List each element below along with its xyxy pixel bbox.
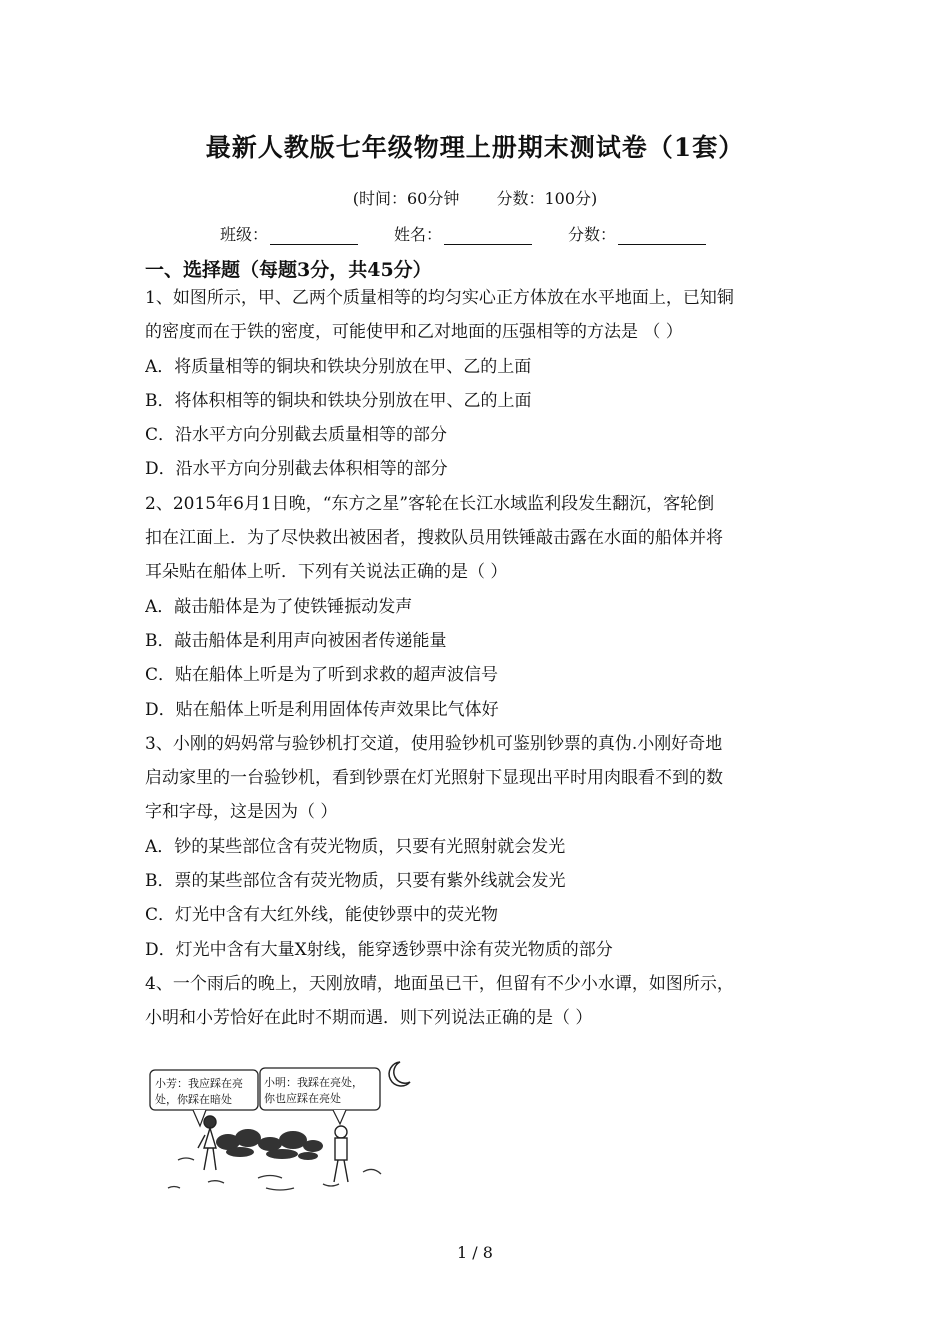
student-info: [220, 222, 706, 245]
score-blank: [618, 226, 706, 245]
text-line: B．票的某些部位含有荧光物质，只要有紫外线就会发光: [145, 871, 566, 892]
text-line: 1、如图所示，甲、乙两个质量相等的均匀实心正方体放在水平地面上，已知铜: [145, 288, 734, 308]
name-field: [394, 222, 532, 245]
text-line: C．灯光中含有大红外线，能使钞票中的荧光物: [145, 905, 499, 926]
text-line: D．灯光中含有大量X射线，能穿透钞票中涂有荧光物质的部分: [145, 939, 613, 960]
right-bubble-tail: [333, 1110, 346, 1124]
page-title: 最新人教版七年级物理上册期末测试卷（1套）: [205, 133, 745, 162]
name-label: 姓名：: [394, 225, 443, 244]
puddle-illustration: [148, 1060, 418, 1200]
text-line: A．敲击船体是为了使铁锤振动发声: [145, 596, 413, 617]
right-bubble-line-2: 你也应踩在亮处: [264, 1092, 341, 1105]
score-field: [568, 222, 706, 245]
text-line: C．沿水平方向分别截去质量相等的部分: [145, 425, 448, 446]
left-bubble-line-1: 小芳：我应踩在亮: [155, 1077, 243, 1090]
text-line: 2、2015年6月1日晚，“东方之星”客轮在长江水域监利段发生翻沉，客轮倒: [145, 493, 715, 514]
text-line: C．贴在船体上听是为了听到求救的超声波信号: [145, 665, 499, 686]
text-line: 启动家里的一台验钞机，看到钞票在灯光照射下显现出平时用肉眼看不到的数: [145, 768, 723, 789]
section-title: 一、选择题（每题3分，共45分）: [145, 259, 432, 281]
class-label: 班级：: [220, 225, 269, 244]
exam-total-score: 分数：100分): [496, 189, 598, 208]
exam-meta: [0, 186, 950, 209]
text-line: A．钞的某些部位含有荧光物质，只要有光照射就会发光: [145, 836, 566, 857]
left-bubble-line-2: 处，你踩在暗处: [155, 1093, 232, 1106]
puddles: [168, 1158, 381, 1190]
text-line: 4、一个雨后的晚上，天刚放晴，地面虽已干，但留有不少小水谭，如图所示，: [145, 973, 734, 994]
text-line: 扣在江面上．为了尽快救出被困者，搜救队员用铁锤敲击露在水面的船体并将: [145, 528, 723, 549]
score-label: 分数：: [568, 225, 617, 244]
text-line: 的密度而在于铁的密度，可能使甲和乙对地面的压强相等的方法是 （ ）: [145, 322, 683, 343]
bushes: [216, 1129, 323, 1160]
text-line: 3、小刚的妈妈常与验钞机打交道，使用验钞机可鉴别钞票的真伪.小刚好奇地: [145, 733, 723, 754]
text-line: B．将体积相等的铜块和铁块分别放在甲、乙的上面: [145, 390, 532, 411]
class-blank: [270, 226, 358, 245]
question-content: [145, 281, 810, 1036]
moon-icon: [389, 1062, 410, 1086]
text-line: 字和字母，这是因为（ ）: [145, 802, 338, 823]
text-line: D．沿水平方向分别截去体积相等的部分: [145, 459, 448, 480]
text-line: 小明和小芳恰好在此时不期而遇．则下列说法正确的是（ ）: [145, 1008, 593, 1029]
name-blank: [444, 226, 532, 245]
text-line: D．贴在船体上听是利用固体传声效果比气体好: [145, 699, 499, 720]
text-line: A．将质量相等的铜块和铁块分别放在甲、乙的上面: [145, 356, 532, 377]
page-number: 1 / 8: [457, 1243, 493, 1262]
right-bubble-line-1: 小明：我踩在亮处，: [264, 1076, 363, 1089]
text-line: B．敲击船体是利用声向被困者传递能量: [145, 630, 447, 651]
class-field: [220, 222, 358, 245]
exam-time: (时间：60分钟: [352, 189, 460, 208]
text-line: 耳朵贴在船体上听．下列有关说法正确的是（ ）: [145, 562, 508, 583]
boy-figure: [334, 1126, 348, 1182]
